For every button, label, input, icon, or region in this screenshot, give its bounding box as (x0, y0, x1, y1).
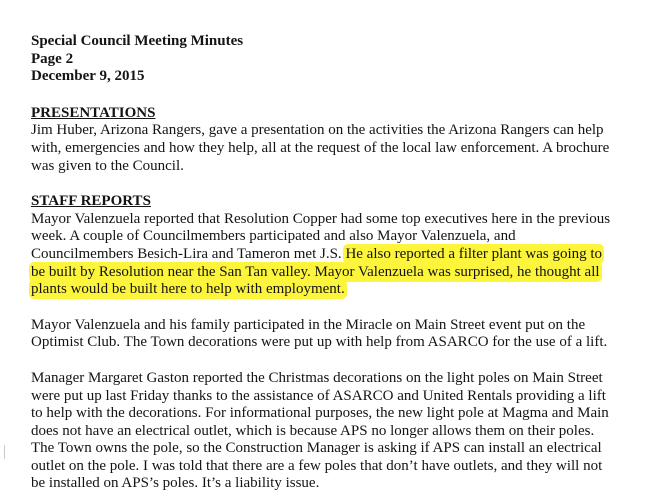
resolution-copper-paragraph (31, 211, 651, 299)
paragraph-line: were put up last Friday thanks to the assistance of ASARCO and United Rentals providing a lift (31, 387, 606, 404)
presentations-line: with, emergencies and how they help, all at the request of the local law enforcement. A brochure (31, 139, 610, 156)
paragraph-line: be installed on APS’s poles. It’s a liability issue. (31, 475, 320, 492)
paragraph-line: Optimist Club. The Town decorations were put up with help from ASARCO for the use of a lift. (31, 334, 608, 351)
paragraph-line (31, 246, 651, 264)
staff-reports-section (31, 193, 651, 493)
paragraph-line (31, 281, 651, 299)
minutes-page (31, 33, 651, 493)
scan-margin-mark (4, 445, 8, 459)
christmas-decorations-paragraph (31, 370, 651, 493)
paragraph-line (31, 264, 651, 282)
document-header (31, 33, 651, 86)
paragraph-line: The Town owns the pole, so the Construction Manager is asking if APS can install an electrical (31, 440, 602, 457)
paragraph-line: to help with the decorations. For informational purposes, the new light pole at Magma and Main (31, 405, 609, 422)
highlighted-text: He also reported a filter plant was going to (345, 245, 603, 262)
paragraph-line: outlet on the pole. I was told that there are a few poles that don’t have outlets, and they will not (31, 457, 603, 474)
paragraph-line: week. A couple of Councilmembers participated and also Mayor Valenzuela, and (31, 228, 516, 245)
paragraph-line: Manager Margaret Gaston reported the Christmas decorations on the light poles on Main Street (31, 369, 603, 386)
presentations-heading: PRESENTATIONS (31, 104, 156, 121)
plain-text: Councilmembers Besich-Lira and Tameron met J.S. (31, 245, 346, 262)
highlighted-text: plants would be built here to help with employment. (31, 281, 345, 298)
paragraph-line: Mayor Valenzuela reported that Resolution Copper had some top executives here in the previous (31, 210, 611, 227)
paragraph-line: Mayor Valenzuela and his family participated in the Miracle on Main Street event put on the (31, 316, 586, 333)
presentations-section (31, 105, 651, 175)
staff-reports-heading: STAFF REPORTS (31, 193, 151, 210)
page-number: Page 2 (31, 50, 74, 67)
presentations-line: Jim Huber, Arizona Rangers, gave a presentation on the activities the Arizona Rangers can help (31, 122, 604, 139)
presentations-line: was given to the Council. (31, 157, 184, 174)
miracle-on-main-paragraph (31, 317, 651, 352)
paragraph-line: does not have an electrical outlet, which is because APS no longer allows them on their poles. (31, 422, 595, 439)
meeting-date: December 9, 2015 (31, 68, 145, 85)
highlighted-text: be built by Resolution near the San Tan valley. Mayor Valenzuela was surprised, he thought all (31, 263, 600, 280)
document-title: Special Council Meeting Minutes (31, 33, 244, 49)
